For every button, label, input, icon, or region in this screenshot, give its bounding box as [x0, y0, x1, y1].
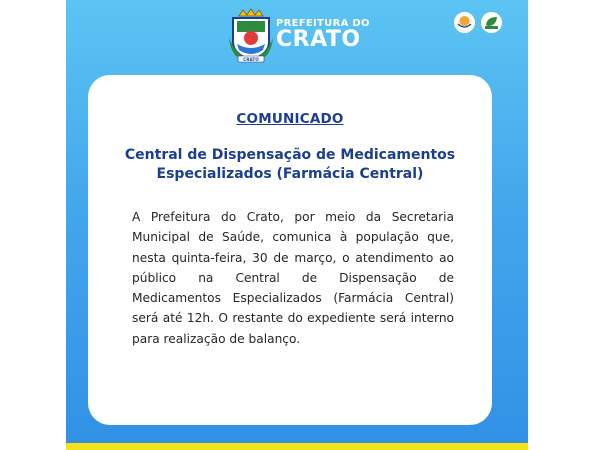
notice-heading: COMUNICADO — [236, 111, 344, 127]
leaf-seal-icon — [481, 12, 502, 33]
notice-title: Central de Dispensação de Medicamentos Especializados (Farmácia Central) — [124, 147, 456, 182]
crest-label: CRATO — [243, 57, 259, 62]
brand-title: CRATO — [276, 27, 361, 52]
notice-body: A Prefeitura do Crato, por meio da Secretaria Municipal de Saúde, comunica à população que, nesta quinta-feira, 30 de março, o atendimento ao público na Central de Dispensação de Medicamentos Especializados (Farmácia Central) será até 12h. O restante do expediente será interno para realização de balanço. — [132, 210, 454, 346]
brand-logo — [276, 18, 370, 51]
notice-card — [88, 75, 492, 425]
notice-poster — [66, 0, 528, 450]
city-crest-icon — [229, 8, 273, 63]
sun-seal-icon — [454, 12, 475, 33]
bottom-stripe — [66, 443, 528, 450]
header — [66, 0, 528, 70]
brand-subtitle: PREFEITURA DO — [276, 18, 370, 29]
